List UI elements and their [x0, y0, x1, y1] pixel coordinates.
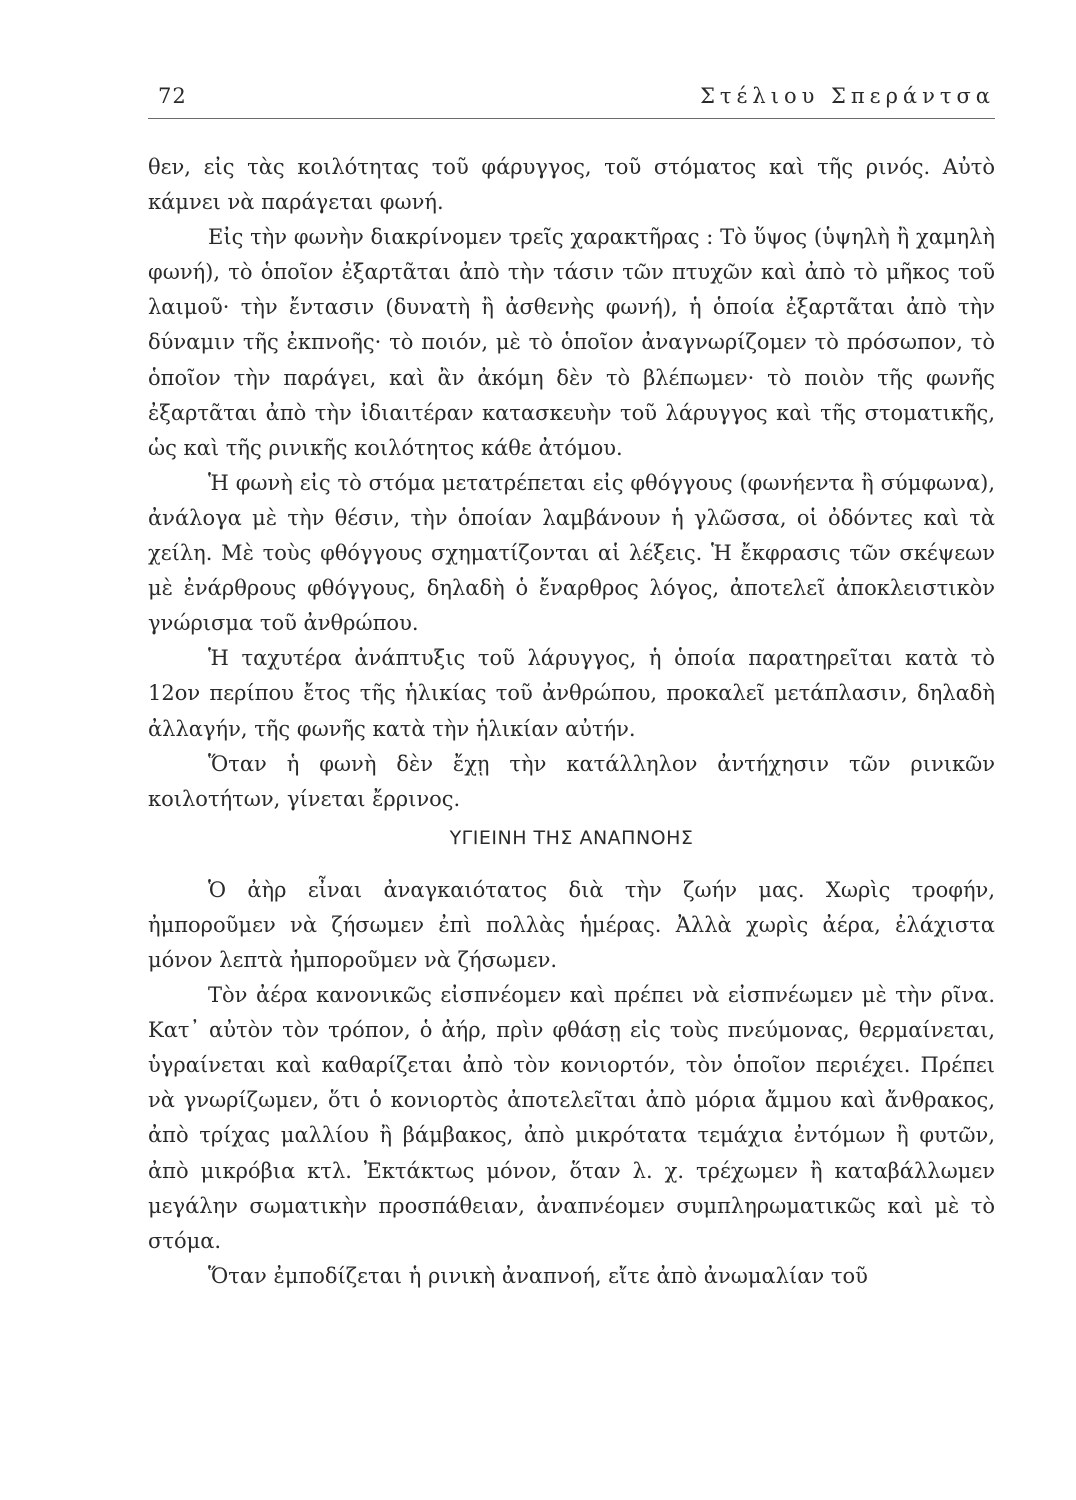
page-header — [148, 78, 995, 119]
page-number: 72 — [158, 84, 187, 108]
paragraph: Τὸν ἀέρα κανονικῶς εἰσπνέομεν καὶ πρέπει νὰ εἰσπνέωμεν μὲ τὴν ρῖνα. Κατ᾽ αὐτὸν τὸν τρόπον, ὁ ἀήρ, πρὶν φθάσῃ εἰς τοὺς πνεύμονας, θερμαίνεται, ὑγραίνεται καὶ καθαρίζεται ἀπὸ τὸν κονιορτόν, τὸν ὁποῖον περιέχει. Πρέπει νὰ γνωρίζωμεν, ὅτι ὁ κονιορτὸς ἀποτελεῖται ἀπὸ μόρια ἄμμου καὶ ἄνθρακος, ἀπὸ τρίχας μαλλίου ἢ βάμβακος, ἀπὸ μικρότατα τεμάχια ἐντόμων ἢ φυτῶν, ἀπὸ μικρόβια κτλ. Ἐκτάκτως μόνον, ὅταν λ. χ. τρέχωμεν ἢ καταβάλλωμεν μεγάλην σωματικὴν προσπάθειαν, ἀναπνέομεν συμπληρωματικῶς καὶ μὲ τὸ στόμα. — [148, 983, 995, 1253]
body-text — [148, 150, 995, 1294]
paragraph: Ὅταν ἐμποδίζεται ἡ ρινικὴ ἀναπνοή, εἴτε ἀπὸ ἀνωμαλίαν τοῦ — [208, 1263, 868, 1288]
paragraph: Ἡ ταχυτέρα ἀνάπτυξις τοῦ λάρυγγος, ἡ ὁποία παρατηρεῖται κατὰ τὸ 12ον περίπου ἔτος τῆς ἡλικίας τοῦ ἀνθρώπου, προκαλεῖ μετάπλασιν, δηλαδὴ ἀλλαγήν, τῆς φωνῆς κατὰ τὴν ἡλικίαν αὐτήν. — [148, 646, 995, 741]
running-head: Στέλιου Σπεράντσα — [700, 84, 995, 108]
section-heading: ΥΓΙΕΙΝΗ ΤΗΣ ΑΝΑΠΝΟΗΣ — [449, 826, 694, 849]
paragraph: Ὅταν ἡ φωνὴ δὲν ἔχῃ τὴν κατάλληλον ἀντήχησιν τῶν ρινικῶν κοιλοτήτων, γίνεται ἔρρινος. — [148, 751, 995, 811]
paragraph: θεν, εἰς τὰς κοιλότητας τοῦ φάρυγγος, τοῦ στόματος καὶ τῆς ρινός. Αὐτὸ κάμνει νὰ παράγεται φωνή. — [148, 155, 995, 215]
paragraph: Εἰς τὴν φωνὴν διακρίνομεν τρεῖς χαρακτῆρας : Τὸ ὕψος (ὑψηλὴ ἢ χαμηλὴ φωνή), τὸ ὁποῖον ἐξαρτᾶται ἀπὸ τὴν τάσιν τῶν πτυχῶν καὶ ἀπὸ τὸ μῆκος τοῦ λαιμοῦ· τὴν ἔντασιν (δυνατὴ ἢ ἀσθενὴς φωνή), ἡ ὁποία ἐξαρτᾶται ἀπὸ τὴν δύναμιν τῆς ἐκπνοῆς· τὸ ποιόν, μὲ τὸ ὁποῖον ἀναγνωρίζομεν τὸ πρόσωπον, τὸ ὁποῖον τὴν παράγει, καὶ ἂν ἀκόμη δὲν τὸ βλέπωμεν· τὸ ποιὸν τῆς φωνῆς ἐξαρτᾶται ἀπὸ τὴν ἰδιαιτέραν κατασκευὴν τοῦ λάρυγγος καὶ τῆς στοματικῆς, ὡς καὶ τῆς ρινικῆς κοιλότητος κάθε ἀτόμου. — [148, 225, 995, 460]
paragraph: Ὁ ἀὴρ εἶναι ἀναγκαιότατος διὰ τὴν ζωήν μας. Χωρὶς τροφήν, ἠμποροῦμεν νὰ ζήσωμεν ἐπὶ πολλὰς ἡμέρας. Ἀλλὰ χωρὶς ἀέρα, ἐλάχιστα μόνον λεπτὰ ἠμποροῦμεν νὰ ζήσωμεν. — [148, 877, 995, 972]
paragraph: Ἡ φωνὴ εἰς τὸ στόμα μετατρέπεται εἰς φθόγγους (φωνήεντα ἢ σύμφωνα), ἀνάλογα μὲ τὴν θέσιν, τὴν ὁποίαν λαμβάνουν ἡ γλῶσσα, οἱ ὀδόντες καὶ τὰ χείλη. Μὲ τοὺς φθόγγους σχηματίζονται αἱ λέξεις. Ἡ ἔκφρασις τῶν σκέψεων μὲ ἐνάρθρους φθόγγους, δηλαδὴ ὁ ἔναρθρος λόγος, ἀποτελεῖ ἀποκλειστικὸν γνώρισμα τοῦ ἀνθρώπου. — [148, 470, 995, 636]
